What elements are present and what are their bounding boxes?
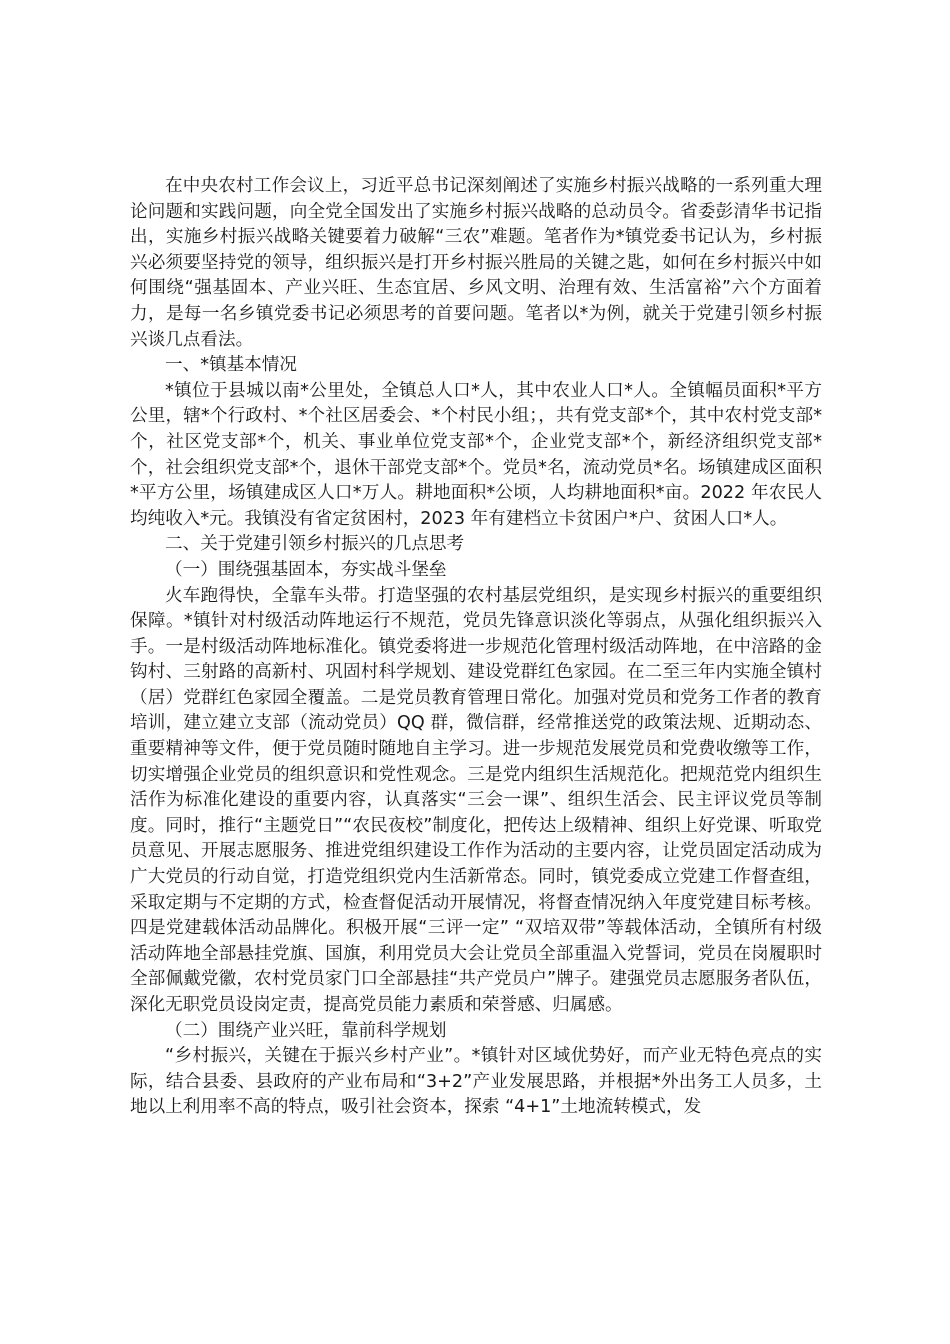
section-heading-thoughts: 二、关于党建引领乡村振兴的几点思考 (165, 534, 465, 555)
intro-paragraph: 在中央农村工作会议上，习近平总书记深刻阐述了实施乡村振兴战略的一系列重大理论问题和实践问题，向全党全国发出了实施乡村振兴战略的总动员令。省委彭清华书记指出，实施乡村振兴战略关键要着力破解“三农”难题。笔者作为*镇党委书记认为，乡村振兴必须要坚持党的领导，组织振兴是打开乡村振兴胜局的关键之匙，如何在乡村振兴中如何围绕“强基固本、产业兴旺、生态宜居、乡风文明、治理有效、生活富裕”六个方面着力，是每一名乡镇党委书记必须思考的首要问题。笔者以*为例，就关于党建引领乡村振兴谈几点看法。 (130, 176, 822, 350)
subsection-heading-2: （二）围绕产业兴旺，靠前科学规划 (165, 1020, 447, 1041)
section-heading-basic-info: 一、*镇基本情况 (165, 355, 297, 376)
organization-paragraph: 火车跑得快，全靠车头带。打造坚强的农村基层党组织，是实现乡村振兴的重要组织保障。*镇针对村级活动阵地运行不规范，党员先锋意识淡化等弱点，从强化组织振兴入手。一是村级活动阵地标准化。镇党委将进一步规范化管理村级活动阵地，在中涪路的金钩村、三射路的高新村、巩固村科学规划、建设党群红色家园。在二至三年内实施全镇村（居）党群红色家园全覆盖。二是党员教育管理日常化。加强对党员和党务工作者的教育培训，建立建立支部（流动党员）QQ 群，微信群，经常推送党的政策法规、近期动态、重要精神等文件，便于党员随时随地自主学习。进一步规范发展党员和党费收缴等工作，切实增强企业党员的组织意识和党性观念。三是党内组织生活规范化。把规范党内组织生活作为标准化建设的重要内容，认真落实“三会一课”、组织生活会、民主评议党员等制度。同时，推行“主题党日”“农民夜校”制度化，把传达上级精神、组织上好党课、听取党员意见、开展志愿服务、推进党组织建设工作作为活动的主要内容，让党员固定活动成为广大党员的行动自觉，打造党组织党内生活新常态。同时，镇党委成立党建工作督查组，采取定期与不定期的方式，检查督促活动开展情况，将督查情况纳入年度党建目标考核。四是党建载体活动品牌化。积极开展“三评一定” “双培双带”等载体活动，全镇所有村级活动阵地全部悬挂党旗、国旗，利用党员大会让党员全部重温入党誓词，党员在岗履职时全部佩戴党徽，农村党员家门口全部悬挂“共产党员户”牌子。建强党员志愿服务者队伍，深化无职党员设岗定责，提高党员能力素质和荣誉感、归属感。 (130, 585, 822, 1015)
document-body (130, 174, 822, 1121)
industry-paragraph: “乡村振兴，关键在于振兴乡村产业”。*镇针对区域优势好，而产业无特色亮点的实际，结合县委、县政府的产业布局和“3+2”产业发展思路，并根据*外出务工人员多，土地以上利用率不高的特点，吸引社会资本，探索 “4+1”土地流转模式，发 (130, 1046, 822, 1118)
subsection-heading-1: （一）围绕强基固本，夯实战斗堡垒 (165, 559, 447, 580)
basic-info-paragraph: *镇位于县城以南*公里处，全镇总人口*人，其中农业人口*人。全镇幅员面积*平方公里，辖*个行政村、*个社区居委会、*个村民小组；，共有党支部*个，其中农村党支部*个，社区党支部*个，机关、事业单位党支部*个，企业党支部*个，新经济组织党支部*个，社会组织党支部*个，退休干部党支部*个。党员*名，流动党员*名。场镇建成区面积*平方公里，场镇建成区人口*万人。耕地面积*公顷，人均耕地面积*亩。2022 年农民人均纯收入*元。我镇没有省定贫困村，2023 年有建档立卡贫困户*户、贫困人口*人。 (130, 380, 822, 529)
